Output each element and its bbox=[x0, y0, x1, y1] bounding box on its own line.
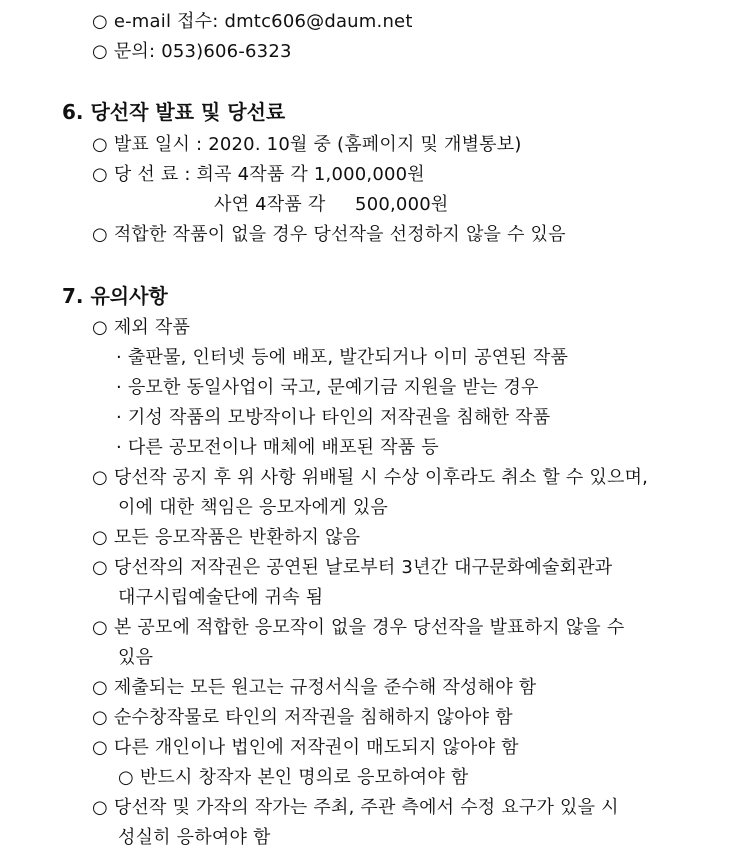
prize-play: ○ 당 선 료 : 희곡 4작품 각 1,000,000원 bbox=[92, 164, 425, 185]
no-suitable-line-2: 있음 bbox=[118, 647, 154, 668]
no-winner-note: ○ 적합한 작품이 없을 경우 당선작을 선정하지 않을 수 있음 bbox=[92, 224, 566, 245]
excluded-item: · 응모한 동일사업이 국고, 문예기금 지원을 받는 경우 bbox=[116, 377, 539, 398]
contact-inquiry: ○ 문의: 053)606-6323 bbox=[92, 41, 292, 62]
no-suitable-line-1: ○ 본 공모에 적합한 응모작이 없을 경우 당선작을 발표하지 않을 수 bbox=[92, 617, 625, 638]
original-work-note: ○ 순수창작물로 타인의 저작권을 침해하지 않아야 함 bbox=[92, 707, 513, 728]
contact-email: ○ e-mail 접수: dmtc606@daum.net bbox=[92, 11, 413, 32]
not-sold-note: ○ 다른 개인이나 법인에 저작권이 매도되지 않아야 함 bbox=[92, 737, 519, 758]
excluded-item: · 다른 공모전이나 매체에 배포된 작품 등 bbox=[116, 437, 439, 458]
copyright-line-2: 대구시립예술단에 귀속 됨 bbox=[118, 587, 324, 608]
violation-line-2: 이에 대한 책임은 응모자에게 있음 bbox=[118, 497, 388, 518]
violation-line-1: ○ 당선작 공지 후 위 사항 위배될 시 수상 이후라도 취소 할 수 있으며, bbox=[92, 467, 649, 488]
revision-line-2: 성실히 응하여야 함 bbox=[118, 827, 271, 848]
announce-date: ○ 발표 일시 : 2020. 10월 중 (홈페이지 및 개별통보) bbox=[92, 134, 522, 155]
section7-title: 7. 유의사항 bbox=[62, 284, 168, 308]
excluded-title: ○ 제외 작품 bbox=[92, 317, 191, 338]
copyright-line-1: ○ 당선작의 저작권은 공연된 날로부터 3년간 대구문화예술회관과 bbox=[92, 557, 613, 578]
prize-story: 사연 4작품 각 500,000원 bbox=[214, 194, 449, 215]
revision-line-1: ○ 당선작 및 가작의 작가는 주최, 주관 측에서 수정 요구가 있을 시 bbox=[92, 797, 619, 818]
excluded-item: · 출판물, 인터넷 등에 배포, 발간되거나 이미 공연된 작품 bbox=[116, 347, 569, 368]
own-name-note: ○ 반드시 창작자 본인 명의로 응모하여야 함 bbox=[118, 767, 469, 788]
no-return-note: ○ 모든 응모작품은 반환하지 않음 bbox=[92, 527, 361, 548]
excluded-item: · 기성 작품의 모방작이나 타인의 저작권을 침해한 작품 bbox=[116, 407, 551, 428]
format-note: ○ 제출되는 모든 원고는 규정서식을 준수해 작성해야 함 bbox=[92, 677, 537, 698]
section6-title: 6. 당선작 발표 및 당선료 bbox=[62, 100, 286, 124]
